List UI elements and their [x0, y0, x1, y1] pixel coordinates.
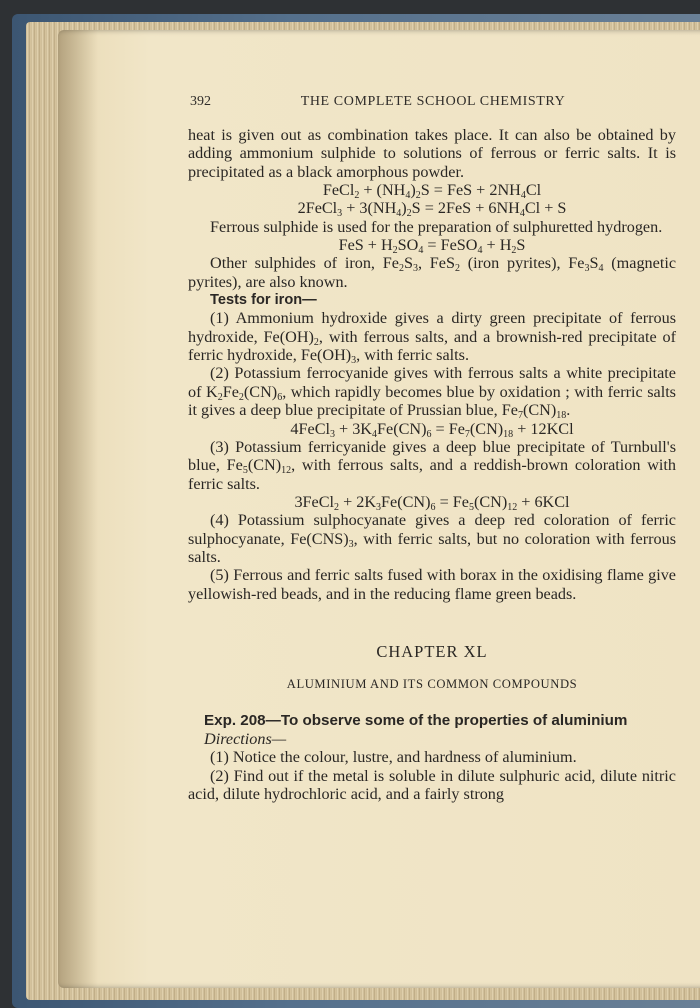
test-item: (3) Potassium ferricyanide gives a deep blue precipitate of Turnbull's blue, $Fe_5(CN)_{12}$, with ferrous salts, and a reddish-brown coloration with ferric salts. [188, 437, 676, 493]
directions-label: Directions— [204, 729, 287, 748]
direction-item: (2) Find out if the metal is soluble in dilute sulphuric acid, dilute nitric acid, dilute hydrochloric acid, and a fairly strong [188, 766, 676, 803]
gutter-shadow [58, 30, 98, 988]
test-item: (5) Ferrous and ferric salts fused with borax in the oxidising flame give yellowish-red beads, and in the reducing flame green beads. [188, 566, 676, 603]
tests-heading: Tests for iron— [210, 292, 317, 309]
direction-item: (1) Notice the colour, lustre, and hardness of aluminium. [210, 748, 577, 767]
test-item: (1) Ammonium hydroxide gives a dirty green precipitate of ferrous hydroxide, $Fe(OH)_2$, with ferrous salts, and a brownish-red precipitate of ferric hydroxide, $Fe(OH)_3$, with ferric salts. [188, 309, 677, 367]
experiment-title: Exp. 208—To observe some of the properties of aluminium [204, 711, 628, 729]
equation: FeCl$_2$ + $(NH_4)_2S$ = FeS + $2NH_4Cl$ [322, 181, 542, 202]
section-title: ALUMINIUM AND ITS COMMON COMPOUNDS [286, 677, 578, 692]
test-item: (4) Potassium sulphocyanate gives a deep red coloration of ferric sulphocyanate, $Fe(CNS)_3$, with ferric salts, but no coloration with ferrous salts. [188, 511, 676, 566]
page-number: 392 [190, 94, 211, 109]
equation: 3FeCl$_2$ + $2K_3Fe(CN)_6 = Fe_5(CN)_{12} + 6KCl$ [294, 492, 570, 513]
paragraph: Ferrous sulphide is used for the preparation of sulphuretted hydrogen. [210, 217, 663, 236]
page-body [188, 126, 676, 803]
equation: FeS + $H_2SO_4$ = FeSO$_4$ + $H_2S$ [338, 236, 526, 257]
running-head: THE COMPLETE SCHOOL CHEMISTRY [300, 94, 566, 109]
paragraph: heat is given out as combination takes place. It can also be obtained by adding ammonium sulphide to solutions of ferrous or ferric salts. It is precipitated as a black amorphous powder. [188, 126, 676, 181]
paragraph: Other sulphides of iron, $Fe_2S_3$, FeS$_2$ (iron pyrites), $Fe_3S_4$ (magnetic pyrites), are also known. [188, 254, 676, 291]
equation: 4FeCl$_3$ + $3K_4Fe(CN)_6 = Fe_7(CN)_{18} + 12KCl$ [290, 419, 574, 440]
test-item: (2) Potassium ferrocyanide gives with ferrous salts a white precipitate of $K_2Fe_2(CN)_6$, which rapidly becomes blue by oxidation ; with ferric salts it gives a deep blue precipitate of Prussian blue, $Fe_7(CN)_{18}$. [188, 364, 676, 422]
equation: 2FeCl$_3$ + $3(NH_4)_2S = 2FeS + 6NH_4Cl + S$ [297, 199, 567, 220]
chapter-title: CHAPTER XL [376, 641, 488, 661]
page-header [190, 94, 676, 114]
